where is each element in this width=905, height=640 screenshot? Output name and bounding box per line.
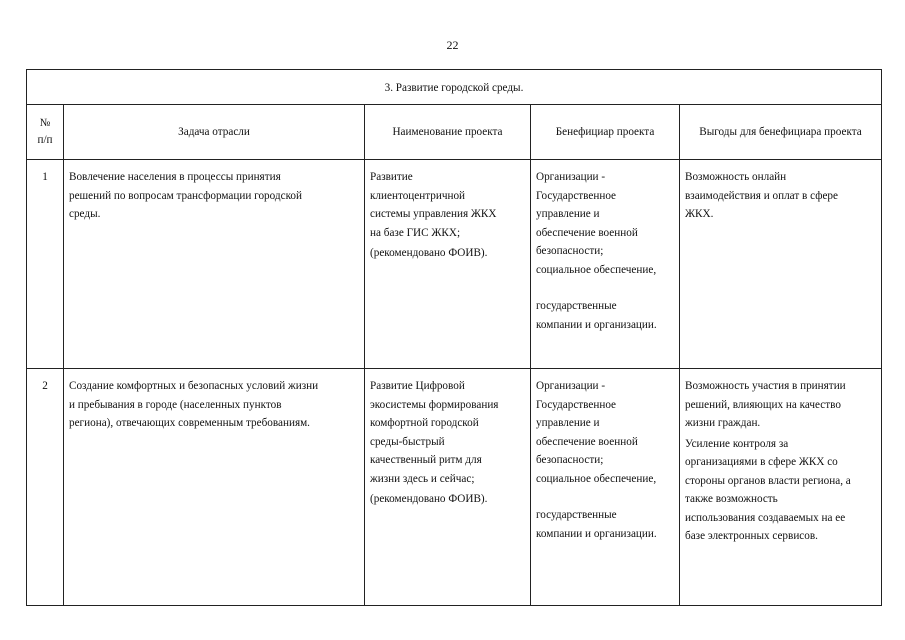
text-line: Возможность участия в принятии bbox=[685, 380, 846, 392]
row-number: 2 bbox=[27, 369, 64, 606]
text-line: взаимодействия и оплат в сфере bbox=[685, 189, 838, 202]
text-line: Усиление контроля за bbox=[685, 437, 789, 450]
table-header-row bbox=[27, 105, 882, 160]
section-title bbox=[27, 70, 882, 105]
header-benefits: Выгоды для бенефициара проекта bbox=[680, 105, 882, 160]
text-line: социальное обеспечение, bbox=[536, 263, 657, 276]
section-title-row bbox=[27, 70, 882, 105]
text-line: экосистемы формирования bbox=[370, 398, 499, 411]
header-task: Задача отрасли bbox=[64, 105, 365, 160]
project-cell bbox=[365, 160, 531, 369]
header-beneficiary: Бенефициар проекта bbox=[531, 105, 680, 160]
text-line: комфортной городской bbox=[370, 417, 479, 429]
text-line: обеспечение военной bbox=[536, 226, 638, 239]
task-cell bbox=[64, 369, 365, 606]
text-line: социальное обеспечение, bbox=[536, 472, 657, 485]
text-line: также возможность bbox=[685, 493, 778, 505]
text-line: Государственное bbox=[536, 398, 617, 411]
text-line: Возможность онлайн bbox=[685, 171, 787, 183]
text-line: управление и bbox=[536, 208, 600, 220]
text-line: организациями в сфере ЖКХ со bbox=[685, 456, 838, 468]
beneficiary-cell bbox=[531, 369, 680, 606]
text-line: решений, влияющих на качество bbox=[685, 398, 841, 411]
text-line: среды. bbox=[69, 208, 101, 220]
text-line: компании и организации. bbox=[536, 318, 657, 331]
benefits-cell bbox=[680, 369, 882, 606]
table-row bbox=[27, 160, 882, 369]
text-line: стороны органов власти региона, а bbox=[685, 474, 851, 487]
section-title-text: 3. Развитие городской среды. bbox=[384, 81, 524, 94]
text-line: качественный ритм для bbox=[370, 454, 482, 466]
text-line: жизни граждан. bbox=[685, 417, 761, 429]
benefits-cell bbox=[680, 160, 882, 369]
row-number: 1 bbox=[27, 160, 64, 369]
project-table bbox=[26, 69, 882, 606]
text-line: жизни здесь и сейчас; bbox=[370, 472, 475, 485]
text-line: Развитие bbox=[370, 171, 413, 183]
text-line: управление и bbox=[536, 417, 600, 429]
text-line: системы управления ЖКХ bbox=[370, 208, 497, 220]
text-line: Организации - bbox=[536, 380, 606, 392]
text-line: на базе ГИС ЖКХ; bbox=[370, 226, 461, 239]
text-line: государственные bbox=[536, 300, 617, 312]
text-line: Государственное bbox=[536, 189, 617, 202]
header-project: Наименование проекта bbox=[365, 105, 531, 160]
project-cell bbox=[365, 369, 531, 606]
text-line: использования создаваемых на ее bbox=[685, 511, 846, 524]
task-cell bbox=[64, 160, 365, 369]
text-line: безопасности; bbox=[536, 245, 604, 257]
text-line: базе электронных сервисов. bbox=[685, 530, 818, 542]
text-line: компании и организации. bbox=[536, 527, 657, 540]
text-line: государственные bbox=[536, 509, 617, 521]
text-line: решений по вопросам трансформации городской bbox=[69, 189, 303, 202]
page-number: 22 bbox=[446, 38, 459, 52]
header-num bbox=[27, 105, 64, 160]
text-line: Создание комфортных и безопасных условий жизни bbox=[69, 380, 319, 392]
text-line: обеспечение военной bbox=[536, 435, 638, 448]
text-line: безопасности; bbox=[536, 454, 604, 466]
beneficiary-cell bbox=[531, 160, 680, 369]
text-line: (рекомендовано ФОИВ). bbox=[370, 493, 488, 505]
text-line: Развитие Цифровой bbox=[370, 380, 465, 392]
header-num-line: п/п bbox=[37, 134, 53, 146]
table-row bbox=[27, 369, 882, 606]
text-line: среды-быстрый bbox=[370, 435, 445, 448]
text-line: Организации - bbox=[536, 171, 606, 183]
text-line: и пребывания в городе (населенных пунктов bbox=[69, 398, 282, 411]
header-num-line: № bbox=[39, 117, 51, 129]
text-line: клиентоцентричной bbox=[370, 189, 466, 202]
text-line: Вовлечение населения в процессы принятия bbox=[69, 171, 281, 183]
text-line: (рекомендовано ФОИВ). bbox=[370, 247, 488, 259]
text-line: ЖКХ. bbox=[685, 208, 714, 220]
text-line: региона), отвечающих современным требованиям. bbox=[69, 417, 310, 429]
